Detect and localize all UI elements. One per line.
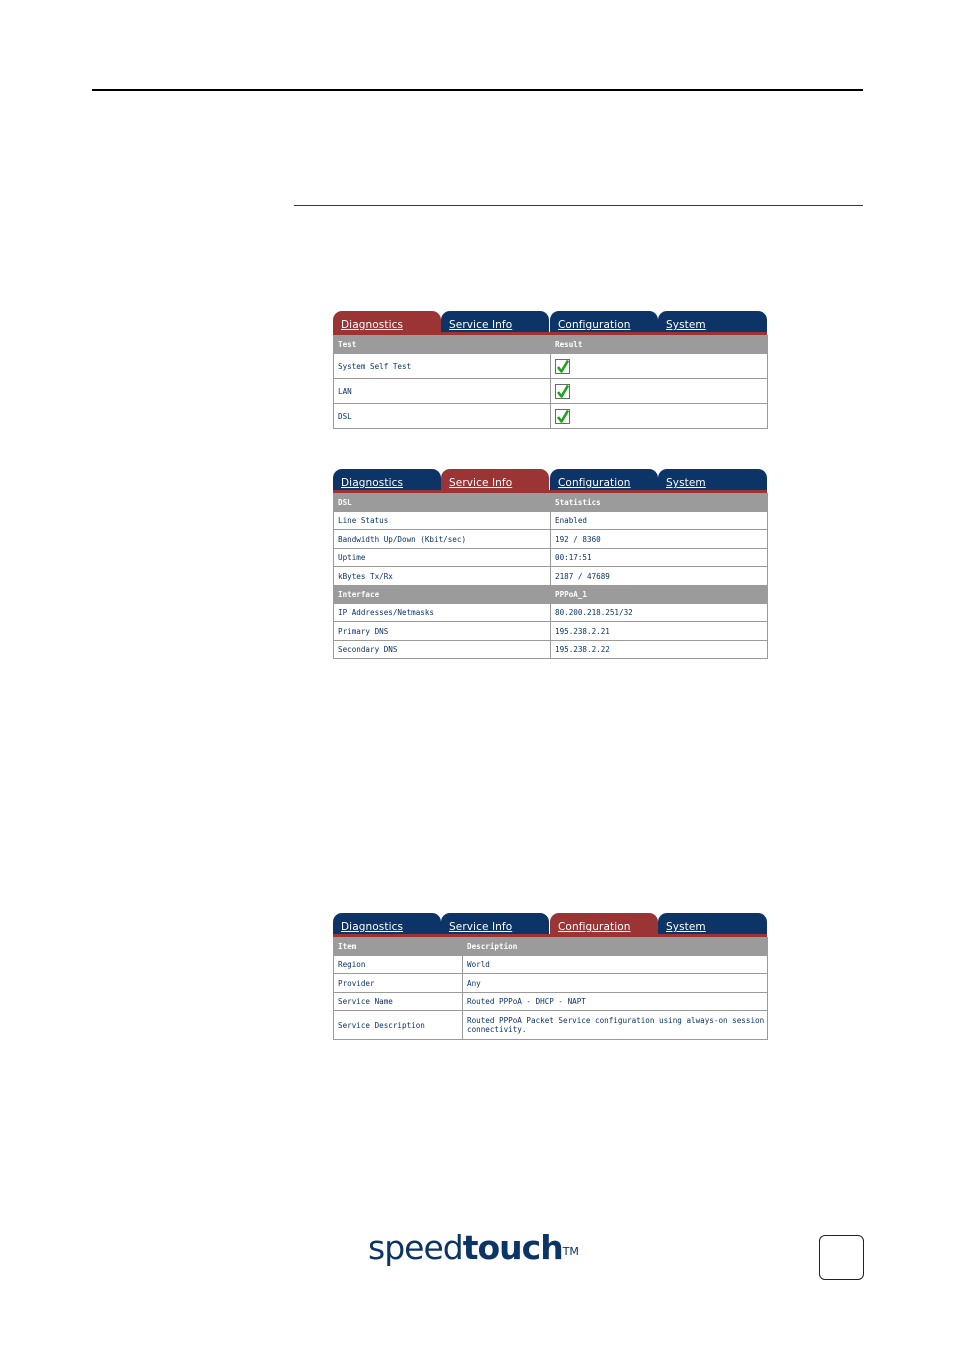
table-row [334,512,768,530]
tab-system[interactable]: System [658,913,767,934]
test-label: LAN [334,379,551,404]
section-rule [294,205,863,206]
table-row [334,641,768,659]
column-header: Description [463,938,768,956]
row-value: Enabled [551,512,768,530]
logo-trademark: TM [562,1245,579,1258]
tab-service-info[interactable]: Service Info [441,469,549,490]
test-result [551,404,768,429]
tab-diagnostics[interactable]: Diagnostics [333,311,441,332]
column-header: Test [334,336,551,354]
row-label: Primary DNS [334,622,551,641]
tab-configuration[interactable]: Configuration [550,469,658,490]
table-row [334,379,768,404]
column-header: Statistics [551,494,768,512]
tab-system[interactable]: System [658,469,767,490]
checkmark-icon [555,359,570,374]
table-row [334,567,768,586]
test-result [551,354,768,379]
tab-bar [333,469,767,493]
row-value: World [463,956,768,974]
logo-text-bold: touch [462,1228,563,1267]
test-result [551,379,768,404]
row-value: 80.200.218.251/32 [551,604,768,622]
tab-service-info[interactable]: Service Info [441,311,549,332]
column-header: DSL [334,494,551,512]
test-label: DSL [334,404,551,429]
table-row [334,622,768,641]
row-value: 195.238.2.21 [551,622,768,641]
table-header-row [334,938,768,956]
row-value: Routed PPPoA - DHCP - NAPT [463,993,768,1011]
checkmark-icon [555,384,570,399]
table-row [334,993,768,1011]
row-label: Secondary DNS [334,641,551,659]
configuration-table [333,937,768,1040]
row-label: Region [334,956,463,974]
tab-configuration[interactable]: Configuration [550,913,658,934]
tab-configuration[interactable]: Configuration [550,311,658,332]
table-row [334,604,768,622]
row-value: 00:17:51 [551,549,768,567]
table-row [334,530,768,549]
table-row [334,956,768,974]
service-info-panel [333,469,767,659]
row-label: IP Addresses/Netmasks [334,604,551,622]
page-top-rule [92,89,863,91]
checkmark-icon [555,409,570,424]
logo-text-light: speed [368,1228,463,1267]
service-info-table [333,493,768,659]
table-row [334,404,768,429]
diagnostics-panel [333,311,767,429]
table-row [334,974,768,993]
row-value: Routed PPPoA Packet Service configuration using always-on session connectivity. [463,1011,768,1040]
table-row [334,549,768,567]
row-label: Bandwidth Up/Down (Kbit/sec) [334,530,551,549]
row-label: Provider [334,974,463,993]
row-label: kBytes Tx/Rx [334,567,551,586]
column-header: Item [334,938,463,956]
table-row [334,1011,768,1040]
diagnostics-table [333,335,768,429]
page-number-box [819,1235,864,1280]
tab-bar [333,913,767,937]
row-value: Any [463,974,768,993]
row-label: Service Name [334,993,463,1011]
tab-system[interactable]: System [658,311,767,332]
row-value: 2187 / 47689 [551,567,768,586]
table-header-row [334,336,768,354]
row-label: Service Description [334,1011,463,1040]
tab-diagnostics[interactable]: Diagnostics [333,913,441,934]
tab-service-info[interactable]: Service Info [441,913,549,934]
speedtouch-logo [368,1228,579,1268]
configuration-panel [333,913,767,1040]
row-label: Uptime [334,549,551,567]
row-label: Line Status [334,512,551,530]
column-header: PPPoA_1 [551,586,768,604]
tab-bar [333,311,767,335]
row-value: 195.238.2.22 [551,641,768,659]
tab-diagnostics[interactable]: Diagnostics [333,469,441,490]
test-label: System Self Test [334,354,551,379]
table-header-row [334,494,768,512]
column-header: Interface [334,586,551,604]
row-value: 192 / 8360 [551,530,768,549]
table-row [334,354,768,379]
column-header: Result [551,336,768,354]
table-header-row [334,586,768,604]
